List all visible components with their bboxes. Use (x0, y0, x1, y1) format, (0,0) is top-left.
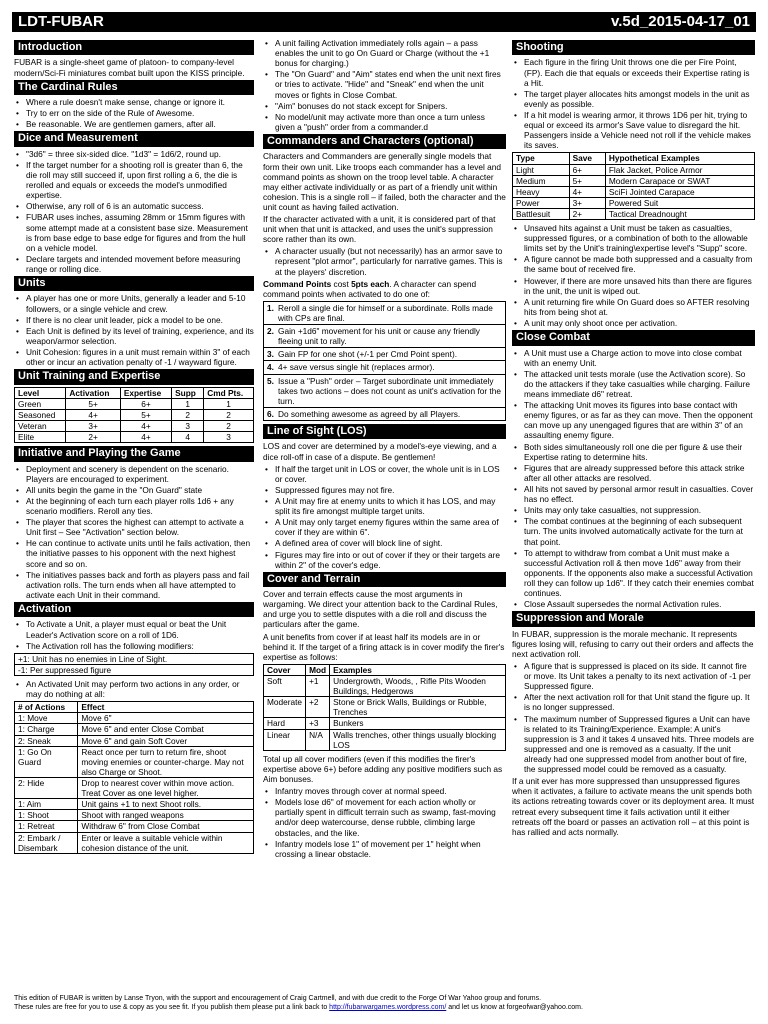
section-heading-dice: Dice and Measurement (14, 131, 254, 146)
table-cell: Unit gains +1 to next Shoot rolls. (78, 799, 254, 810)
list-item: • Unit Cohesion: figures in a unit must remain within 3" of each other or incur an activation penalty of -1 / wayward figure. (14, 347, 254, 367)
training-table (14, 387, 254, 444)
column-3 (512, 38, 755, 988)
cover-paragraph-2: A unit benefits from cover if at least half its models are in or behind it. If the target of a firing attack is in cover modify the firer's expertise as follows: (263, 631, 505, 662)
footer-license-text: These rules are free for you to use & copy as you see fit. If you publish them please put a link back to (14, 1004, 330, 1012)
list-item: • Models lose d6" of movement for each action wholly or partially spent in difficult terrain such as swamp, fast-moving and/or deep watercourse, dense rubble, climbing large obstacles, and the like. (263, 797, 506, 837)
table-cell: React once per turn to return fire, shoot moving enemies or counter-charge. May not also Charge or Shoot. (78, 746, 254, 777)
list-item: • A character usually (but not necessarily) has an armor save to represent "plot armor", particularly for narrative games. This is at the players' discretion. (263, 246, 506, 276)
table-cell: +1 (306, 676, 330, 697)
list-item: • All units begin the game in the "On Guard" state (14, 485, 254, 495)
table-cell: Shoot with ranged weapons (78, 810, 254, 821)
list-item: • Unsaved hits against a Unit must be taken as casualties, suppressed figures, or a combination of both to the allowable limits set by the Unit's training\expertise level's "Supp" score. (512, 223, 755, 253)
section-heading-training: Unit Training and Expertise (14, 369, 254, 384)
table-cell: Medium (513, 175, 570, 186)
table-row (264, 729, 506, 750)
armor-table (512, 152, 755, 220)
table-cell: Light (513, 164, 570, 175)
list-item: • To Activate a Unit, a player must equal or beat the Unit Leader's Activation score on a roll of 1D6. (14, 619, 254, 639)
table-cell: Withdraw 6" from Close Combat (78, 821, 254, 832)
table-row (513, 175, 755, 186)
command-points-list (263, 301, 506, 421)
list-item: • However, if there are more unsaved hits than there are figures in the unit, the unit is wiped out. (512, 276, 755, 296)
table-cell: 1: Move (15, 713, 78, 724)
table-cell: 4 (172, 432, 204, 443)
list-item: • A unit failing Activation immediately rolls again – a pass enables the unit to go On Guard or Charge (without the +1 bonus for charging.) (263, 38, 506, 68)
table-cell: 3+ (66, 420, 121, 431)
suppression-paragraph-2: If a unit ever has more suppressed than unsuppressed figures when it activates, a failure to activate means the unit spends both its actions retreating towards cover or its deployment area. It must retreat every subsequent time it fails activation until it either retreats off the board or passes an activation roll – at this point is has rallied and acts normally. (512, 776, 755, 837)
activation-list-1 (14, 619, 254, 650)
table-cell: 1: Charge (15, 724, 78, 735)
table-row (15, 777, 254, 798)
footer-license-text-2: and let us know at forgeofwar@yahoo.com. (446, 1004, 583, 1012)
table-row (15, 746, 254, 777)
table-cell: Linear (264, 729, 306, 750)
footer (14, 994, 758, 1012)
units-list (14, 293, 254, 367)
table-cell: Move 6" and enter Close Combat (78, 724, 254, 735)
table-cell: 1 (204, 398, 254, 409)
item-text: Gain FP for one shot (+/-1 per Cmd Point spent). (278, 349, 458, 360)
column-header: Examples (330, 664, 506, 675)
section-heading-los: Line of Sight (LOS) (263, 424, 506, 439)
list-item: • After the next activation roll for that Unit stand the figure up. It is no longer suppressed. (512, 692, 755, 712)
column-header: Mod (306, 664, 330, 675)
section-heading-close-combat: Close Combat (512, 330, 755, 345)
table-header-row (15, 387, 254, 398)
column-1 (14, 38, 254, 988)
website-link[interactable]: http://fubarwargames.wordpress.com/ (329, 1004, 447, 1012)
list-item: • Figures that are already suppressed before this attack strike after all other attacks are resolved. (512, 463, 755, 483)
activation-modifiers-box (14, 653, 254, 676)
list-item: • Infantry moves through cover at normal speed. (263, 786, 506, 796)
item-text: Do something awesome as agreed by all Players. (278, 408, 461, 419)
list-item: • An Activated Unit may perform two actions in any order, or may do nothing at all: (14, 679, 254, 699)
table-cell: Stone or Brick Walls, Buildings or Rubble, Trenches (330, 697, 506, 718)
table-row (15, 735, 254, 746)
item-text: Issue a "Push" order – Target subordinate unit immediately takes two actions – does not count as unit's activation for the turn. (278, 375, 501, 406)
list-item: • Declare targets and intended movement before measuring range or rolling dice. (14, 254, 254, 274)
table-cell: 2 (204, 420, 254, 431)
modifier-row: +1: Unit has no enemies in Line of Sight. (15, 654, 253, 665)
cover-paragraph-1: Cover and terrain effects cause the most arguments in wargaming. We direct your attention back to the Cardinal Rules, and urge you to settle disputes with a die roll and discuss the particulars after the game. (263, 589, 498, 630)
table-row (513, 164, 755, 175)
cardinal-rules-list (14, 97, 254, 129)
list-item: • If there is no clear unit leader, pick a model to be one. (14, 315, 254, 325)
list-item: • Each Unit is defined by its level of training, experience, and its weapon/armor selection. (14, 326, 254, 346)
los-list (263, 464, 506, 570)
table-row (15, 832, 254, 853)
item-number: 5. (267, 375, 274, 386)
item-number: 1. (267, 302, 274, 313)
section-heading-activation: Activation (14, 602, 254, 617)
cover-list (263, 786, 506, 859)
table-cell: 4+ (120, 432, 171, 443)
list-item: • Each figure in the firing Unit throws one die per Fire Point, (FP). Each die that equals or exceeds their Expertise rating is a Hit. (512, 57, 755, 87)
table-cell: 2+ (66, 432, 121, 443)
list-item: • The attacking Unit moves its figures into base contact with enemy figures, or as far as they can move. Then the opponent can move up any unengaged figures that are within 3" of an assaulting enemy figure. (512, 400, 755, 440)
commanders-paragraph-2: If the character activated with a unit, it is considered part of that unit when that unit is attacked, and uses the unit's suppression score rather than its own. (263, 214, 496, 245)
list-item: • A Unit may only target enemy figures within the same area of cover if they are within 6". (263, 517, 506, 537)
table-row (513, 186, 755, 197)
column-header: Type (513, 153, 570, 164)
table-header-row (264, 664, 506, 675)
table-row (264, 718, 506, 729)
table-cell: 3 (204, 432, 254, 443)
numbered-item (264, 325, 505, 348)
table-cell: 2: Hide (15, 777, 78, 798)
table-cell: 1: Go On Guard (15, 746, 78, 777)
table-row (15, 724, 254, 735)
table-row (15, 821, 254, 832)
numbered-item (264, 302, 505, 325)
table-row (15, 420, 254, 431)
table-cell: Soft (264, 676, 306, 697)
list-item: • Otherwise, any roll of 6 is an automatic success. (14, 201, 254, 211)
table-cell: 1: Aim (15, 799, 78, 810)
column-header: Cmd Pts. (204, 387, 254, 398)
list-item: • All hits not saved by personal armor result in casualties. Cover has no effect. (512, 484, 755, 504)
list-item: • If a hit model is wearing armor, it throws 1D6 per hit, trying to equal or exceed its armor's Save value to disregard the hit. Passengers inside a Vehicle need not roll if the vehicle makes its saves. (512, 110, 755, 150)
command-points-paragraph (263, 279, 506, 299)
dice-list (14, 149, 254, 274)
table-cell: Seasoned (15, 409, 66, 420)
title-bar (12, 12, 756, 32)
column-header: Hypothetical Examples (605, 153, 754, 164)
footer-credits: This edition of FUBAR is written by Lanse Tryon, with the support and encouragement of Craig Cartmell, and with due credit to the Forge Of War Yahoo group and forums. (14, 995, 542, 1002)
item-number: 4. (267, 362, 274, 373)
list-item: • Figures may fire into or out of cover if they or their targets are within 2" of the cover's edge. (263, 550, 506, 570)
table-cell: 2: Sneak (15, 735, 78, 746)
table-cell: Undergrowth, Woods, , Rifle Pits Wooden Buildings, Hedgerows (330, 676, 506, 697)
list-item: • He can continue to activate units until he fails activation, then the initiative passes to his opponent with the next highest score and so on. (14, 538, 254, 568)
section-heading-suppression: Suppression and Morale (512, 611, 755, 626)
table-cell: 5+ (66, 398, 121, 409)
numbered-item (264, 408, 505, 420)
list-item: • Be reasonable. We are gentlemen gamers, after all. (14, 119, 254, 129)
table-row (15, 799, 254, 810)
column-header: Cover (264, 664, 306, 675)
list-item: • Close Assault supersedes the normal Activation rules. (512, 599, 755, 609)
list-item: • The combat continues at the beginning of each subsequent turn. The units involved automatically activate for the turn at that point. (512, 516, 755, 546)
list-item: • Try to err on the side of the Rule of Awesome. (14, 108, 254, 118)
table-cell: Move 6" and gain Soft Cover (78, 735, 254, 746)
suppression-list (512, 661, 755, 774)
initiative-list (14, 464, 254, 600)
suppression-paragraph-1: In FUBAR, suppression is the morale mechanic. It represents figures losing will, refusing to carry out their orders and affects the next activation roll. (512, 628, 754, 659)
column-header: Level (15, 387, 66, 398)
column-header: Expertise (120, 387, 171, 398)
activation-list-2 (14, 679, 254, 699)
table-cell: Enter or leave a suitable vehicle within cohesion distance of the unit. (78, 832, 254, 853)
table-cell: 3 (172, 420, 204, 431)
close-combat-list (512, 348, 755, 610)
list-item: • No model/unit may activate more than once a turn unless given a "push" order from a commander.d (263, 112, 506, 132)
table-cell: 1: Retreat (15, 821, 78, 832)
cover-paragraph-3: Total up all cover modifiers (even if this modifies the firer's expertise above 6+) before adding any positive modifiers such as Aim bonuses. (263, 753, 503, 784)
item-number: 6. (267, 408, 274, 419)
column-header: Save (569, 153, 605, 164)
table-row (15, 409, 254, 420)
section-heading-units: Units (14, 276, 254, 291)
version-label: v.5d_2015-04-17_01 (611, 12, 750, 30)
list-item: • At the beginning of each turn each player rolls 1d6 + any scenario modifiers. Reroll any ties. (14, 496, 254, 516)
table-row (264, 697, 506, 718)
column-header: Effect (78, 702, 254, 713)
document-title: LDT-FUBAR (18, 12, 104, 30)
table-cell: 6+ (120, 398, 171, 409)
table-cell: +2 (306, 697, 330, 718)
table-cell: Elite (15, 432, 66, 443)
list-item: • If the target number for a shooting roll is greater than 6, the die roll may still succeed if, upon first rolling a 6, the die is rerolled and equals or exceeds the model's unmodified expertise. (14, 160, 254, 200)
list-item: • Infantry models lose 1" of movement per 1" height when crossing a linear obstacle. (263, 839, 506, 859)
command-points-text: cost (331, 278, 352, 289)
shooting-list-2 (512, 223, 755, 328)
table-cell: 4+ (120, 420, 171, 431)
item-number: 2. (267, 326, 274, 337)
list-item: • "3d6" = three six-sided dice. "1d3" = 1d6/2, round up. (14, 149, 254, 159)
numbered-item (264, 348, 505, 361)
table-row (513, 197, 755, 208)
list-item: • The attacked unit tests morale (use the Activation score). So do the attackers if they take casualties while charging. Failure means immediate d6" retreat. (512, 369, 755, 399)
table-cell: Veteran (15, 420, 66, 431)
list-item: • Suppressed figures may not fire. (263, 485, 506, 495)
table-cell: 2 (204, 409, 254, 420)
table-cell: 2 (172, 409, 204, 420)
item-text: 4+ save versus single hit (replaces armor). (278, 362, 435, 373)
list-item: • The target player allocates hits amongst models in the unit as evenly as possible. (512, 89, 755, 109)
list-item: • A unit may only shoot once per activation. (512, 318, 755, 328)
list-item: • If half the target unit in LOS or cover, the whole unit is in LOS or cover. (263, 464, 506, 484)
commanders-list (263, 246, 506, 276)
table-cell: 4+ (569, 186, 605, 197)
table-row (513, 208, 755, 219)
list-item: • The "On Guard" and "Aim" states end when the unit next fires or tries to activate. "Hide" and "Sneak" end when the unit moves or fights in Close Combat. (263, 69, 506, 99)
table-cell: 6+ (569, 164, 605, 175)
table-cell: 1: Shoot (15, 810, 78, 821)
section-heading-commanders: Commanders and Characters (optional) (263, 134, 506, 149)
table-cell: +3 (306, 718, 330, 729)
list-item: • The player that scores the highest can attempt to activate a Unit first – See "Activation" section below. (14, 517, 254, 537)
list-item: • The initiatives passes back and forth as players pass and fail activation rolls. The turn ends when all have attempted to activate each Unit in their command. (14, 570, 254, 600)
table-cell: Drop to nearest cover within move action. Treat Cover as one level higher. (78, 777, 254, 798)
list-item: • A player has one or more Units, generally a leader and 5-10 followers, or a single vehicle and crew. (14, 293, 254, 313)
table-row (15, 713, 254, 724)
list-item: • A defined area of cover will block line of sight. (263, 538, 506, 548)
table-cell: 2+ (569, 208, 605, 219)
column-2 (263, 38, 506, 988)
table-cell: 3+ (569, 197, 605, 208)
table-cell: Powered Suit (605, 197, 754, 208)
table-cell: 2: Embark / Disembark (15, 832, 78, 853)
table-row (264, 676, 506, 697)
table-cell: Flak Jacket, Police Armor (605, 164, 754, 175)
table-cell: Modern Carapace or SWAT (605, 175, 754, 186)
list-item: • A figure that is suppressed is placed on its side. It cannot fire or move. Its Unit takes a penalty to its next activation of -1 per Suppressed figure. (512, 661, 755, 691)
list-item: • "Aim" bonuses do not stack except for Snipers. (263, 101, 506, 111)
list-item: • A Unit must use a Charge action to move into close combat with an enemy Unit. (512, 348, 755, 368)
table-header-row (15, 702, 254, 713)
list-item: • A Unit may fire at enemy units to which it has LOS, and may split its fire amongst multiple target units. (263, 496, 506, 516)
table-cell: 1 (172, 398, 204, 409)
table-row (15, 398, 254, 409)
table-cell: 5+ (120, 409, 171, 420)
footer-license (14, 1003, 758, 1012)
table-cell: 4+ (66, 409, 121, 420)
list-item: • Deployment and scenery is dependent on the scenario. Players are encouraged to experiment. (14, 464, 254, 484)
list-item: • FUBAR uses inches, assuming 28mm or 15mm figures with some attempt made at a consistent base size. Measurement is from base edge to base edge for figures and from the hull on a vehicle model. (14, 212, 254, 252)
section-heading-introduction: Introduction (14, 40, 254, 55)
intro-text: FUBAR is a single-sheet game of platoon- to company-level modern/Sci-Fi miniatures combat built upon the KISS principle. (14, 57, 245, 78)
numbered-item (264, 361, 505, 374)
table-cell: Hard (264, 718, 306, 729)
cover-table (263, 664, 506, 751)
list-item: • Where a rule doesn't make sense, change or ignore it. (14, 97, 254, 107)
table-cell: N/A (306, 729, 330, 750)
list-item: • To attempt to withdraw from combat a Unit must make a successful Activation roll & then move 1d6" away from their opponents. If the opponents also make a successful Activation roll they can follow up 1d6". If they catch their enemies combat continues. (512, 548, 755, 599)
activation-continued-list (263, 38, 506, 132)
list-item: • Units may only take casualties, not suppression. (512, 505, 755, 515)
table-cell: Walls trenches, other things usually blocking LOS (330, 729, 506, 750)
table-cell: SciFi Jointed Carapace (605, 186, 754, 197)
table-cell: Tactical Dreadnought (605, 208, 754, 219)
list-item: • Both sides simultaneously roll one die per figure & use their Expertise rating to determine hits. (512, 442, 755, 462)
table-cell: Move 6" (78, 713, 254, 724)
modifier-row: -1: Per suppressed figure (18, 664, 112, 675)
item-number: 3. (267, 349, 274, 360)
section-heading-initiative: Initiative and Playing the Game (14, 446, 254, 461)
column-header: # of Actions (15, 702, 78, 713)
actions-table (14, 701, 254, 854)
table-cell: Moderate (264, 697, 306, 718)
list-item: • The maximum number of Suppressed figures a Unit can have is related to its Training/Experience. Example: A unit's suppression is 3 and it takes 4 unsaved hits. Three models are suppressed and one is removed as a casualty. If the unit already had one suppressed model from another bout of fire, the suppressed model could be removed as a casualty. (512, 714, 755, 775)
los-paragraph: LOS and cover are determined by a model's-eye viewing, and a dice roll-off in case of a dispute. Be gentlemen! (263, 441, 497, 462)
section-heading-shooting: Shooting (512, 40, 755, 55)
section-heading-cardinal-rules: The Cardinal Rules (14, 80, 254, 95)
table-cell: Bunkers (330, 718, 506, 729)
section-heading-cover: Cover and Terrain (263, 572, 506, 587)
column-header: Activation (66, 387, 121, 398)
shooting-list (512, 57, 755, 150)
item-text: Gain +1d6" movement for his unit or cause any friendly fleeing unit to rally. (278, 326, 480, 347)
list-item: • A unit returning fire while On Guard does so AFTER resolving hits from being shot at. (512, 297, 755, 317)
table-cell: Battlesuit (513, 208, 570, 219)
table-cell: 5+ (569, 175, 605, 186)
commanders-paragraph-1: Characters and Commanders are generally single models that form their own unit. Like troops each commander has a level and command points as shown on the troop level table. A character may either activate individually or as part of a friendly unit within cohesion. This is a single roll – if failed, both the character and the unit count as having failed activation. (263, 151, 506, 212)
list-item: • The Activation roll has the following modifiers: (14, 641, 254, 651)
table-row (15, 432, 254, 443)
column-header: Supp (172, 387, 204, 398)
numbered-item (264, 375, 505, 408)
command-points-cost: 5pts each (351, 278, 390, 289)
table-cell: Green (15, 398, 66, 409)
table-cell: Heavy (513, 186, 570, 197)
command-points-text-2: . A character can spend command points when activated to do one of: (263, 278, 477, 299)
table-row (15, 810, 254, 821)
table-cell: Power (513, 197, 570, 208)
item-text: Reroll a single die for himself or a subordinate. Rolls made with CPs are final. (278, 302, 493, 324)
list-item: • A figure cannot be made both suppressed and a casualty from the same bout of received fire. (512, 254, 755, 274)
table-header-row (513, 153, 755, 164)
command-points-term: Command Points (263, 278, 332, 289)
